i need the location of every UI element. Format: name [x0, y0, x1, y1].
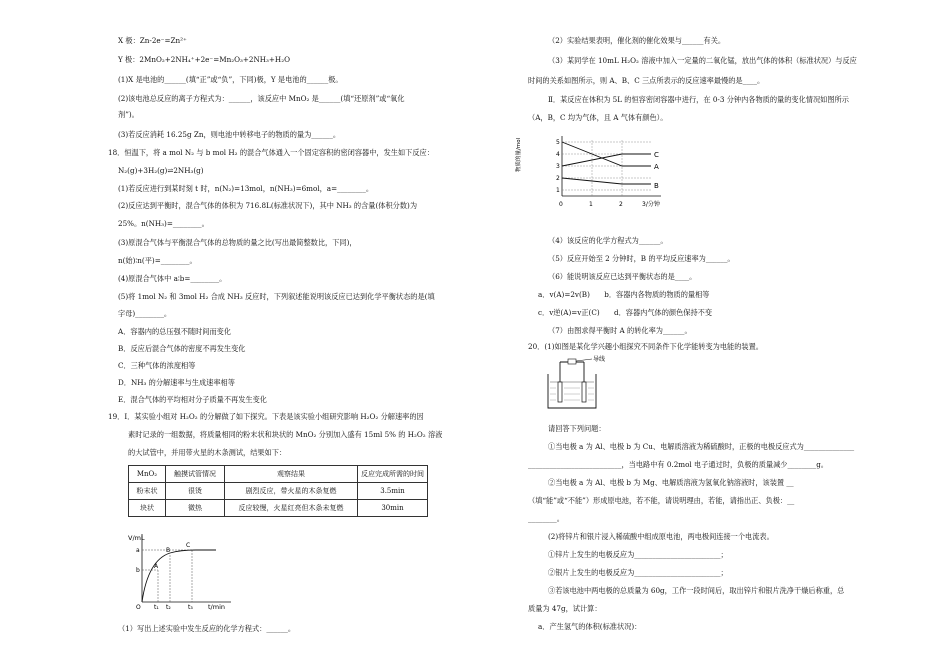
- ytick: 4: [556, 151, 560, 158]
- xtick: 2: [619, 201, 623, 208]
- q19-3-cont: 时间的关系如图所示，则 A、B、C 三点所表示的反应速率最慢的是____。: [528, 76, 765, 85]
- option-d: D．NH₃ 的分解速率与生成速率相等: [118, 378, 235, 387]
- q20-1: 20．(1)如图是某化学兴趣小组探究不同条件下化学能转变为电能的装置。: [528, 342, 763, 351]
- option-a: A．容器内的总压强不随时间而变化: [118, 327, 232, 336]
- graph-point-b: B: [166, 547, 171, 554]
- q17-1: (1)X 是电池的______(填“正”或“负”，下同)极，Y 是电池的______极。: [118, 75, 343, 84]
- q18-5: (5)将 1mol N₂ 和 3mol H₂ 合成 NH₃ 反应时，下列叙述能说明该反应已达到化学平衡状态的是(填: [118, 292, 435, 301]
- graph-t1: t₁: [154, 604, 159, 611]
- xtick: 0: [559, 201, 563, 208]
- ytick: 3: [556, 163, 560, 170]
- q18-5-cont: 字母)________。: [118, 309, 172, 318]
- ytick: 2: [556, 175, 560, 182]
- series-label-a: A: [654, 163, 659, 171]
- table-cell: 很烫: [166, 483, 225, 500]
- series-label-b: B: [654, 182, 659, 190]
- q20-2-1: ①锌片上发生的电极反应为________________________；: [548, 550, 728, 559]
- volume-time-graph: [126, 530, 236, 610]
- q20-2-3-cont: 质量为 47g，试计算：: [528, 604, 602, 613]
- graph-origin: O: [136, 604, 141, 611]
- table-row: [129, 500, 428, 517]
- table-cell: 反应较慢，火星红亮但木条未复燃: [225, 500, 358, 517]
- q19-part2-cont: （A，B，C 均为气体，且 A 气体有颜色）。: [528, 113, 668, 122]
- q19-part2: Ⅱ．某反应在体积为 5L 的恒容密闭容器中进行，在 0-3 分钟内各物质的量的变化情况如图所示: [548, 95, 849, 104]
- graph-xlabel: t/min: [208, 603, 225, 611]
- table-cell: 微热: [166, 500, 225, 517]
- x-electrode-line: X 极：Zn-2e⁻=Zn²⁺: [118, 36, 187, 45]
- graph-ylabel: 物质的量/mol: [516, 137, 522, 172]
- q20-1-1-cont: __________________________，当电路中有 0.2mol 电子通过时，负极的质量减少________g。: [528, 460, 828, 469]
- q20-1-1: ①当电极 a 为 Al、电极 b 为 Cu、电解质溶液为稀硫酸时，正极的电极反应式为______________: [548, 442, 855, 451]
- q19-5: （5）反应开始至 2 分钟时，B 的平均反应速率为______。: [548, 254, 735, 263]
- q19-4: （4）该反应的化学方程式为______。: [548, 236, 668, 245]
- graph-t3: t₃: [188, 604, 193, 611]
- table-header: MnO₂: [129, 466, 166, 483]
- table-header: 触摸试管情况: [166, 466, 225, 483]
- q19-7: （7）由图求得平衡时 A 的转化率为______。: [548, 326, 692, 335]
- q19-6-cd: c．v逆(A)=v正(C) d．容器内气体的颜色保持不变: [538, 308, 713, 317]
- xtick: 1: [589, 201, 593, 208]
- q19-2: （2）实验结果表明，催化剂的催化效果与______有关。: [548, 36, 726, 45]
- q19-stem-2: 素时记录的一组数据，将质量相同的粉末状和块状的 MnO₂ 分别加入盛有 15ml 5% 的 H₂O₂ 溶液: [128, 430, 443, 439]
- series-label-c: C: [654, 151, 659, 159]
- wire-label: 导线: [593, 356, 606, 363]
- q20-2-3-a: a．产生氢气的体积(标准状况)：: [538, 622, 642, 631]
- q18-3-cont: n(始)∶n(平)=________。: [118, 256, 197, 265]
- graph-point-c: C: [186, 542, 191, 549]
- q19-6-ab: a．v(A)=2v(B) b．容器内各物质的物质的量相等: [538, 290, 710, 299]
- q17-2: (2)该电池总反应的离子方程式为：______，该反应中 MnO₂ 是______(填“还原剂”或“氧化: [118, 94, 405, 103]
- graph-label-a: a: [136, 547, 140, 554]
- q18-equation: N₂(g)+3H₂(g)⇌2NH₃(g): [118, 166, 204, 175]
- galvanic-cell-diagram: [540, 354, 620, 414]
- table-cell: 块状: [129, 500, 166, 517]
- q20-intro: 请回答下列问题：: [548, 424, 606, 433]
- q20-1-2: ②当电极 a 为 Al、电极 b 为 Mg、电解质溶液为氢氧化钠溶液时，该装置 __: [548, 478, 794, 487]
- graph-point-a: A: [154, 563, 159, 570]
- q18-3: (3)原混合气体与平衡混合气体的总物质的量之比(写出最简整数比，下同)，: [118, 238, 357, 247]
- table-cell: 30min: [358, 500, 428, 517]
- q18-4: (4)原混合气体中 a∶b=________。: [118, 274, 227, 283]
- table-cell: 剧烈反应，带火星的木条复燃: [225, 483, 358, 500]
- y-electrode-line: Y 极：2MnO₂+2NH₄⁺+2e⁻=Mn₂O₃+2NH₃+H₂O: [118, 55, 290, 64]
- table-row: [129, 483, 428, 500]
- q19-stem-1: 19．Ⅰ．某实验小组对 H₂O₂ 的分解做了如下探究。下表是该实验小组研究影响 H₂O₂ 分解速率的因: [108, 412, 424, 421]
- option-e: E．混合气体的平均相对分子质量不再发生变化: [118, 395, 267, 404]
- q20-2-3: ③若该电池中两电极的总质量为 60g，工作一段时间后，取出锌片和银片洗净干燥后称重，总: [548, 586, 845, 595]
- table-header: 观察结果: [225, 466, 358, 483]
- q17-3: (3)若反应消耗 16.25g Zn，则电池中转移电子的物质的量为______。: [118, 130, 341, 139]
- graph-t2: t₂: [166, 604, 171, 611]
- ytick: 5: [556, 139, 560, 146]
- table-cell: 3.5min: [358, 483, 428, 500]
- q19-stem-3: 的大试管中，并用带火星的木条测试，结果如下：: [128, 448, 287, 457]
- q18-2: (2)反应达到平衡时，混合气体的体积为 716.8L(标准状况下)，其中 NH₃ 的含量(体积分数)为: [118, 201, 418, 210]
- q18-2-cont: 25%。n(NH₃)=________。: [118, 219, 209, 228]
- q19-1: （1）写出上述实验中发生反应的化学方程式：______。: [118, 624, 296, 633]
- q18-stem: 18．恒温下，将 a mol N₂ 与 b mol H₂ 的混合气体通入一个固定容积的密闭容器中，发生如下反应：: [108, 148, 434, 157]
- mno2-table: [128, 465, 428, 517]
- q19-3: （3）某同学在 10mL H₂O₂ 溶液中加入一定量的二氧化锰，放出气体的体积（标准状况）与反应: [548, 56, 857, 65]
- q17-2-cont: 剂”)。: [118, 110, 139, 119]
- option-b: B．反应后混合气体的密度不再发生变化: [118, 344, 246, 353]
- graph-ylabel: V/mL: [128, 534, 145, 542]
- series-b-line: [562, 178, 651, 184]
- q18-1: (1)若反应进行到某时刻 t 时，n(N₂)=13mol，n(NH₃)=6mol，a=________。: [118, 184, 374, 193]
- table-header-row: [129, 466, 428, 483]
- option-c: C．三种气体的浓度相等: [118, 361, 196, 370]
- graph-xlabel: 3/分钟: [642, 201, 660, 208]
- table-cell: 粉末状: [129, 483, 166, 500]
- q20-1-2-cont: （填“能”或“不能”）形成原电池，若不能，请说明理由，若能，请指出正、负极：__: [528, 496, 795, 505]
- q20-2: (2)将锌片和银片浸入稀硫酸中组成原电池，两电极间连接一个电流表。: [548, 532, 774, 541]
- mole-time-graph: [516, 130, 696, 210]
- q19-6: （6）能说明该反应已达到平衡状态的是____。: [548, 272, 697, 281]
- q20-2-2: ②银片上发生的电极反应为________________________；: [548, 568, 728, 577]
- graph-label-b: b: [136, 567, 140, 574]
- ytick: 1: [556, 187, 560, 194]
- q20-1-2-end: ________。: [528, 514, 564, 523]
- table-header: 反应完成所需的时间: [358, 466, 428, 483]
